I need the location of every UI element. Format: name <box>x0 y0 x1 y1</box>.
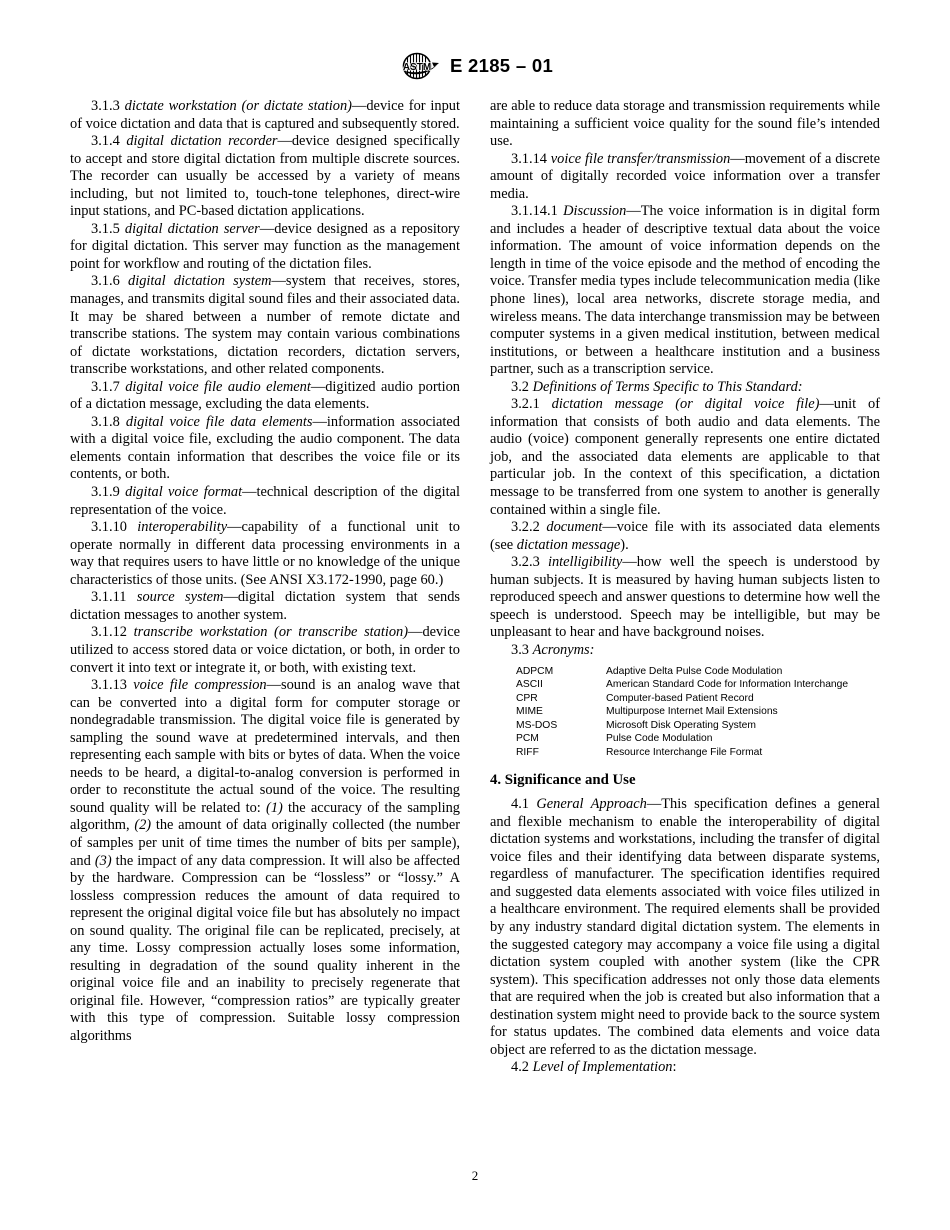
paragraph-number: 3.1.6 <box>91 273 120 290</box>
subsection-3-2-heading <box>490 379 880 397</box>
paragraph-continuation: are able to reduce data storage and transmission requirements while maintaining a sufficient voice quality for the sound file’s intended use. <box>490 98 880 150</box>
paragraph-3-1-9 <box>70 484 460 519</box>
list-marker-1: (1) <box>266 799 283 816</box>
acronym-definition: Adaptive Delta Pulse Code Modulation <box>606 665 783 677</box>
acronym-abbreviation: MIME <box>516 706 543 718</box>
astm-logo <box>397 52 441 80</box>
paragraph-text: —digital dictation system that sends dictation messages to another system. <box>70 589 461 623</box>
defined-term: digital dictation recorder <box>126 133 278 150</box>
paragraph-text: —device for input of voice dictation and data that is captured and subsequently stored. <box>70 98 461 132</box>
acronym-definition: Computer-based Patient Record <box>606 692 754 704</box>
section-spacer <box>490 760 880 772</box>
paragraph-3-1-7 <box>70 379 460 414</box>
paragraph-3-1-14-1 <box>490 203 880 378</box>
paragraph-text: —technical description of the digital representation of the voice. <box>70 484 460 518</box>
acronym-abbreviation: ADPCM <box>516 665 554 677</box>
defined-term: document <box>546 519 603 536</box>
paragraph-number: 3.2.1 <box>511 396 540 413</box>
subsection-title: Definitions of Terms Specific to This Standard: <box>532 378 803 395</box>
acronym-abbreviation: ASCII <box>516 679 543 691</box>
acronym-abbreviation: RIFF <box>516 747 539 759</box>
document-designation: E 2185 – 01 <box>449 55 554 76</box>
paragraph-3-1-4 <box>70 133 460 221</box>
paragraph-text: —device designed as a repository for digital dictation. This server may function as the management point for workflow and routing of the dictation files. <box>70 220 460 272</box>
paragraph-number: 3.1.3 <box>91 98 120 114</box>
defined-term: digital dictation server <box>124 220 260 237</box>
paragraph-text: —system that receives, stores, manages, and transmits digital sound files and their associated data. It may be shared between a number of remote dictate and transcribe stations. The system may contain various combinations of dictate workstations, dictation recorders, dictation servers, transcribe workstations, and other related components. <box>70 273 460 378</box>
defined-term: digital voice format <box>125 484 243 501</box>
defined-term: Level of Implementation <box>532 1059 673 1076</box>
left-column <box>70 98 460 1158</box>
paragraph-number: 3.1.8 <box>91 413 120 430</box>
subsection-title: Acronyms: <box>532 641 595 658</box>
cross-reference-term: dictation message <box>516 536 621 553</box>
paragraph-number: 3.1.11 <box>91 589 127 606</box>
acronym-definition: Microsoft Disk Operating System <box>606 719 756 731</box>
paragraph-number: 3.1.9 <box>91 484 120 501</box>
table-row <box>516 732 848 746</box>
paragraph-text: —device designed specifically to accept and store digital dictation from multiple discrete sources. The recorder can usually be accessed by a variety of means including, but not limited to, touch-tone telephones, direct-wire input stations, and PC-based dictation applications. <box>70 133 460 220</box>
paragraph-3-1-10 <box>70 519 460 589</box>
defined-term: interoperability <box>137 519 228 536</box>
subsection-number: 3.2 <box>511 378 529 395</box>
heading-spacer <box>490 789 880 796</box>
paragraph-text: —information associated with a digital voice file, excluding the audio component. The data elements contain information that describes the voice file or its contents, or both. <box>70 413 461 483</box>
paragraph-3-1-8 <box>70 414 460 484</box>
paragraph-text-part-3: the amount of data originally collected (the number of samples per unit of time times the number of bits per sample), and <box>70 817 461 869</box>
paragraph-text: : <box>672 1059 677 1076</box>
defined-term: transcribe workstation (or transcribe station) <box>133 624 409 641</box>
acronym-definition: Pulse Code Modulation <box>606 733 713 745</box>
paragraph-number: 3.1.12 <box>91 624 127 641</box>
defined-term: General Approach <box>536 796 647 813</box>
paragraph-number: 4.2 <box>511 1059 529 1076</box>
acronyms-table <box>516 665 848 760</box>
paragraph-3-1-6 <box>70 273 460 378</box>
paragraph-3-2-2 <box>490 519 880 554</box>
page-header <box>0 52 950 80</box>
section-4-heading: 4. Significance and Use <box>490 771 636 788</box>
paragraph-text: —capability of a functional unit to operate normally in different data processing environments in a way that requires users to have little or no knowledge of the unique characteristics of those units. (See ANSI X3.172-1990, page 60.) <box>70 519 460 588</box>
paragraph-text: —device utilized to access stored data or voice dictation, or both, in order to convert it into text or integrate it, or both, with existing text. <box>70 624 460 676</box>
acronym-definition: Resource Interchange File Format <box>606 747 763 759</box>
table-row <box>516 705 848 719</box>
table-row <box>516 678 848 692</box>
paragraph-text: —how well the speech is understood by human subjects. It is measured by having human subjects listen to reproduced speech and answer questions to determine how well the speech is understood. Speech may be intelligible, but may be unpleasant to hear and have background noises. <box>490 554 880 641</box>
paragraph-number: 3.2.2 <box>511 519 540 536</box>
paragraph-number: 3.1.14.1 <box>511 203 558 220</box>
list-marker-2: (2) <box>134 817 152 834</box>
paragraph-text-part-1: —sound is an analog wave that can be converted into a digital form for computer storage or nondegradable transmission. The digital voice file is generated by sampling the sound wave at predetermined intervals, and then representing each sample with bits or bytes of data. When the voice needs to be heard, a digital-to-analog conversion is performed in order to reconstitute the actual sound of the voice. The resulting sound quality will be related to: <box>70 677 460 816</box>
defined-term: intelligibility <box>547 554 623 571</box>
paragraph-number: 3.1.5 <box>91 220 120 237</box>
table-row <box>516 692 848 706</box>
paragraph-text: —This specification defines a general and flexible mechanism to enable the interoperability of digital dictation systems and workstations, including the transfer of digital voice files and their identifying data between disparate systems, regardless of manufacturer. The specification identifies required and suggested data elements associated with voice files utilized in a healthcare environment. The required elements shall be provided by any industry standard digital dictation system. The elements in the suggested category may accompany a voice file using a digital dictation system coupled with another system (like the CPR system). This specification addresses not only those data elements that are required when the job is created but also information that a destination system might need to provide back to the source system for status updates. The combined data elements and voice data object are referred to as the dictation message. <box>490 796 880 1058</box>
document-body <box>70 98 880 1158</box>
paragraph-4-1 <box>490 796 880 1059</box>
defined-term: dictation message (or digital voice file) <box>551 396 820 413</box>
paragraph-text: —movement of a discrete amount of digitally recorded voice information over a transfer media. <box>490 150 880 202</box>
defined-term: digital dictation system <box>128 273 272 290</box>
paragraph-number: 3.1.7 <box>91 378 120 395</box>
defined-term: digital voice file audio element <box>125 378 311 395</box>
defined-term: source system <box>136 589 224 606</box>
paragraph-text-post: ). <box>620 536 629 553</box>
paragraph-4-2 <box>490 1059 880 1077</box>
acronym-definition: American Standard Code for Information Interchange <box>606 679 849 691</box>
paragraph-3-1-14 <box>490 151 880 204</box>
paragraph-number: 3.1.13 <box>91 677 127 694</box>
paragraph-number: 3.2.3 <box>511 554 540 571</box>
paragraph-text: —The voice information is in digital form and includes a header of descriptive textual data about the voice information. The amount of voice information depends on the length in time of the voice episode and the method of encoding the voice. Transfer media types include telecommunication media (like phone lines), local area networks, discrete storage media, and wireless means. The data interchange transmission may be between computer systems in a given medical institution, between medical institutions, or between a healthcare institution and a business partner, such as a transcription service. <box>490 203 880 378</box>
subsection-number: 3.3 <box>511 641 529 658</box>
paragraph-3-1-5 <box>70 221 460 274</box>
paragraph-3-2-3 <box>490 554 880 642</box>
paragraph-number: 3.1.14 <box>511 150 547 167</box>
table-row <box>516 719 848 733</box>
acronym-definition: Multipurpose Internet Mail Extensions <box>606 706 778 718</box>
page-number: 2 <box>471 1168 479 1183</box>
paragraph-text-pre: —voice file with its associated data elements (see <box>490 519 880 553</box>
defined-term: voice file transfer/transmission <box>550 150 731 167</box>
paragraph-text: —digitized audio portion of a dictation message, excluding the data elements. <box>70 378 461 413</box>
defined-term: digital voice file data elements <box>125 413 313 430</box>
paragraph-number: 3.1.4 <box>91 133 120 150</box>
acronym-abbreviation: CPR <box>516 692 538 704</box>
table-row <box>516 665 848 679</box>
acronym-abbreviation: PCM <box>516 733 539 745</box>
svg-text:ASTM: ASTM <box>402 62 432 73</box>
defined-term: voice file compression <box>133 677 267 694</box>
paragraph-text-part-4: the impact of any data compression. It will also be affected by the hardware. Compression can be “lossless” or “lossy.” A lossless compression reduces the amount of data required to represent the original digital voice file but has absolutely no impact on sound quality. The original file can be replicated, precisely, at any time. Lossy compression actually loses some information, resulting in degradation of the sound quality inherent in the original voice file and an inability to precisely regenerate that original file. However, “compression ratios” are typically greater with this type of compression. Suitable lossy compression algorithms <box>70 852 460 1044</box>
defined-term: Discussion <box>563 203 627 220</box>
paragraph-number: 4.1 <box>511 796 529 813</box>
paragraph-3-2-1 <box>490 396 880 519</box>
paragraph-number: 3.1.10 <box>91 519 127 536</box>
acronym-abbreviation: MS-DOS <box>516 719 558 731</box>
paragraph-text-part-2: the accuracy of the sampling algorithm, <box>70 799 460 834</box>
defined-term: dictate workstation (or dictate station) <box>124 98 352 114</box>
subsection-3-3-heading <box>490 642 880 660</box>
paragraph-3-1-11 <box>70 589 460 624</box>
right-column <box>490 98 880 1158</box>
paragraph-text: —unit of information that consists of both audio and data elements. The audio (voice) component generally represents one entire dictated job, and the associated data elements are applicable to that particular job. In the context of this specification, a dictation message to be transferred from one system to another is generally contained within a single file. <box>490 396 880 518</box>
list-marker-3: (3) <box>94 852 112 869</box>
paragraph-3-1-13 <box>70 677 460 1045</box>
table-row <box>516 746 848 760</box>
paragraph-3-1-12 <box>70 624 460 677</box>
paragraph-3-1-3 <box>70 98 460 133</box>
